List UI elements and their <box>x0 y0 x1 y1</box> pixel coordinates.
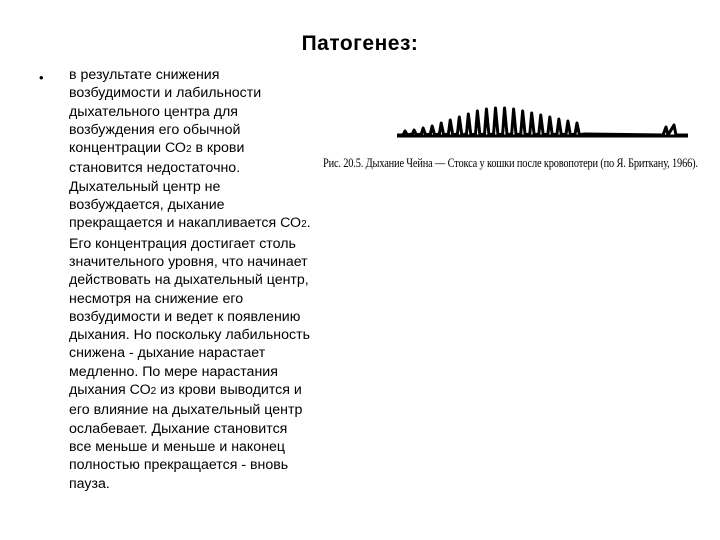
text-line <box>69 456 359 474</box>
text-line <box>69 66 359 84</box>
text-segment: медленно. По мере нарастания <box>69 363 278 380</box>
text-line <box>69 401 359 419</box>
text-segment: возбуждается, дыхание <box>69 197 225 214</box>
text-segment: возбудимости и лабильности <box>69 85 262 102</box>
text-segment: значительного уровня, что начинает <box>69 253 308 270</box>
text-line <box>69 344 359 362</box>
text-line <box>69 214 359 234</box>
text-segment: Его концентрация достигает столь <box>69 235 296 252</box>
text-line <box>69 326 359 344</box>
text-segment: в результате снижения <box>69 67 220 83</box>
text-line <box>69 290 359 308</box>
slide-title: Патогенез: <box>301 32 419 55</box>
text-segment: возбудимости и ведет к появлению <box>69 308 301 325</box>
text-segment: снижена - дыхание нарастает <box>69 345 266 362</box>
text-line <box>69 271 359 289</box>
text-line <box>69 363 359 381</box>
text-line <box>69 420 359 438</box>
text-line <box>69 235 359 253</box>
figure-caption: Рис. 20.5. Дыхание Чейна — Стокса у кошки после кровопотери (по Я. Бриткану, 1966). <box>323 156 698 170</box>
text-line <box>69 381 359 401</box>
text-segment: его влияние на дыхательный центр <box>69 402 303 419</box>
text-line <box>69 438 359 456</box>
text-line <box>69 253 359 271</box>
text-segment: дыхательного центра для <box>69 103 238 120</box>
subscript: 2 <box>301 219 307 231</box>
text-segment: концентрации СО <box>69 140 186 157</box>
breathing-waveform <box>397 108 688 135</box>
text-segment: становится недостаточно. <box>69 160 241 177</box>
text-segment: . <box>306 215 311 232</box>
text-segment: полностью прекращается - вновь <box>69 457 289 474</box>
cheyne-stokes-breathing-figure <box>300 90 700 190</box>
text-segment: пауза. <box>69 475 110 492</box>
text-segment: все меньше и меньше и наконец <box>69 438 286 455</box>
text-segment: дыхания СО <box>69 382 151 399</box>
text-line <box>69 196 359 214</box>
text-segment: из крови выводится и <box>156 382 302 399</box>
subscript: 2 <box>150 386 157 398</box>
text-line <box>69 308 359 326</box>
text-segment: прекращается и накапливается СО <box>69 215 302 232</box>
bullet-marker: • <box>39 70 44 85</box>
text-segment: несмотря на снижение его <box>69 290 244 307</box>
respiration-trace <box>397 108 688 136</box>
text-line <box>69 475 359 493</box>
text-segment: действовать на дыхательный центр, <box>69 272 309 289</box>
subscript: 2 <box>185 144 192 156</box>
text-segment: в крови <box>191 140 245 157</box>
text-segment: возбуждения его обычной <box>69 121 241 138</box>
text-segment: Дыхательный центр не <box>69 178 221 195</box>
text-segment: ослабевает. Дыхание становится <box>69 420 288 437</box>
text-segment: дыхания. Но поскольку лабильность <box>69 327 310 344</box>
